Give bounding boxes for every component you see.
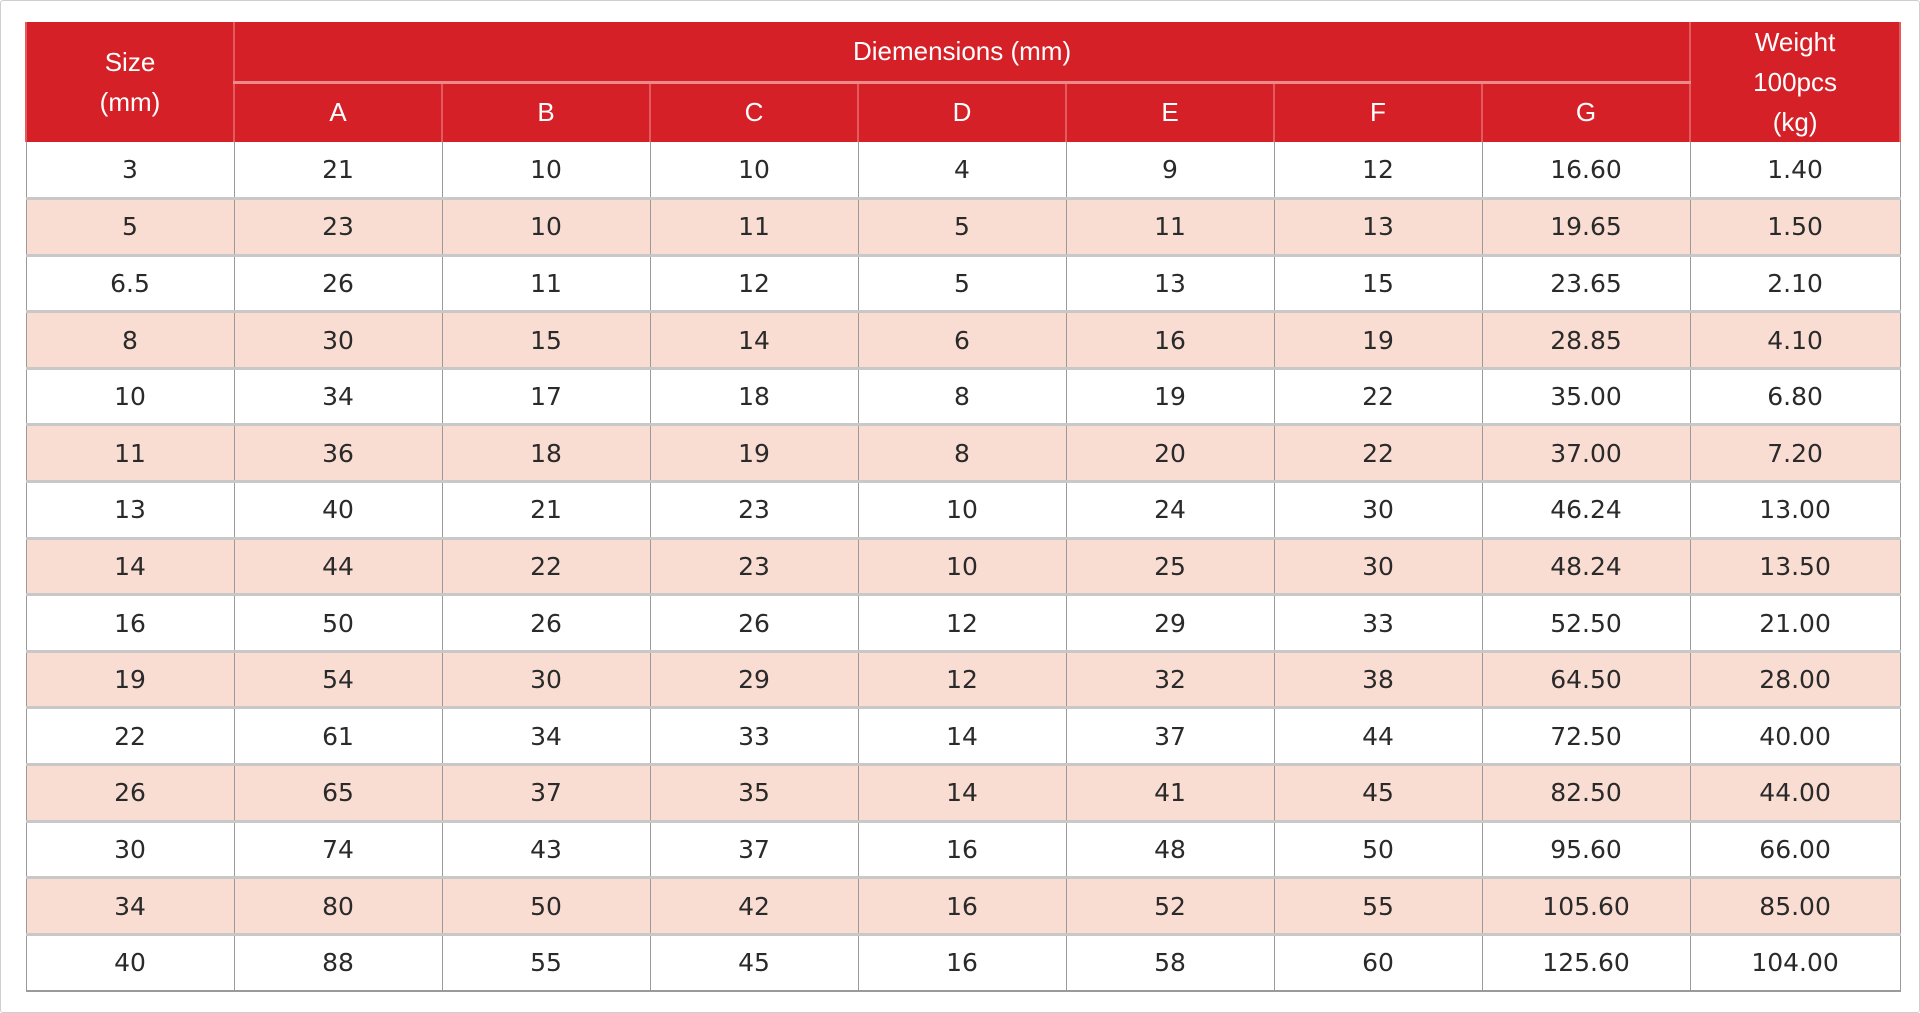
cell-g: 48.24 xyxy=(1482,538,1690,595)
cell-f: 60 xyxy=(1274,934,1482,991)
cell-a: 26 xyxy=(234,255,442,312)
header-dimensions xyxy=(234,22,1690,82)
cell-e: 37 xyxy=(1066,708,1274,765)
cell-b: 17 xyxy=(442,368,650,425)
cell-e: 29 xyxy=(1066,595,1274,652)
cell-g: 16.60 xyxy=(1482,142,1690,199)
cell-a: 65 xyxy=(234,765,442,822)
cell-size: 5 xyxy=(26,199,234,256)
cell-f: 19 xyxy=(1274,312,1482,369)
cell-g: 46.24 xyxy=(1482,482,1690,539)
cell-weight: 44.00 xyxy=(1690,765,1900,822)
cell-g: 72.50 xyxy=(1482,708,1690,765)
cell-b: 55 xyxy=(442,934,650,991)
cell-f: 38 xyxy=(1274,651,1482,708)
table-row xyxy=(26,821,1900,878)
cell-f: 22 xyxy=(1274,368,1482,425)
cell-a: 50 xyxy=(234,595,442,652)
cell-size: 22 xyxy=(26,708,234,765)
cell-c: 18 xyxy=(650,368,858,425)
cell-c: 23 xyxy=(650,538,858,595)
cell-d: 5 xyxy=(858,199,1066,256)
cell-b: 21 xyxy=(442,482,650,539)
cell-f: 30 xyxy=(1274,482,1482,539)
cell-e: 13 xyxy=(1066,255,1274,312)
header-col-b: B xyxy=(442,82,650,142)
cell-c: 12 xyxy=(650,255,858,312)
cell-weight: 2.10 xyxy=(1690,255,1900,312)
cell-c: 14 xyxy=(650,312,858,369)
cell-e: 48 xyxy=(1066,821,1274,878)
cell-c: 35 xyxy=(650,765,858,822)
cell-e: 9 xyxy=(1066,142,1274,199)
cell-d: 8 xyxy=(858,368,1066,425)
cell-b: 10 xyxy=(442,142,650,199)
cell-b: 10 xyxy=(442,199,650,256)
table-row xyxy=(26,482,1900,539)
table-row xyxy=(26,199,1900,256)
cell-c: 29 xyxy=(650,651,858,708)
header-col-e: E xyxy=(1066,82,1274,142)
cell-g: 37.00 xyxy=(1482,425,1690,482)
cell-size: 6.5 xyxy=(26,255,234,312)
table-row xyxy=(26,765,1900,822)
cell-weight: 13.00 xyxy=(1690,482,1900,539)
table-header xyxy=(26,22,1900,142)
cell-size: 19 xyxy=(26,651,234,708)
cell-g: 35.00 xyxy=(1482,368,1690,425)
table-row xyxy=(26,312,1900,369)
cell-f: 45 xyxy=(1274,765,1482,822)
cell-a: 40 xyxy=(234,482,442,539)
cell-d: 5 xyxy=(858,255,1066,312)
cell-a: 30 xyxy=(234,312,442,369)
cell-b: 15 xyxy=(442,312,650,369)
cell-weight: 7.20 xyxy=(1690,425,1900,482)
cell-size: 40 xyxy=(26,934,234,991)
cell-c: 19 xyxy=(650,425,858,482)
cell-b: 50 xyxy=(442,878,650,935)
cell-d: 16 xyxy=(858,821,1066,878)
cell-weight: 1.40 xyxy=(1690,142,1900,199)
table-row xyxy=(26,651,1900,708)
cell-a: 23 xyxy=(234,199,442,256)
cell-c: 23 xyxy=(650,482,858,539)
cell-d: 10 xyxy=(858,482,1066,539)
cell-d: 8 xyxy=(858,425,1066,482)
cell-d: 14 xyxy=(858,708,1066,765)
cell-d: 10 xyxy=(858,538,1066,595)
cell-c: 10 xyxy=(650,142,858,199)
cell-weight: 40.00 xyxy=(1690,708,1900,765)
table-row xyxy=(26,538,1900,595)
cell-g: 23.65 xyxy=(1482,255,1690,312)
cell-b: 18 xyxy=(442,425,650,482)
cell-a: 34 xyxy=(234,368,442,425)
cell-b: 11 xyxy=(442,255,650,312)
cell-a: 80 xyxy=(234,878,442,935)
table-row xyxy=(26,878,1900,935)
header-dimensions-label: Diemensions (mm) xyxy=(852,35,1072,66)
cell-b: 22 xyxy=(442,538,650,595)
cell-e: 11 xyxy=(1066,199,1274,256)
cell-g: 52.50 xyxy=(1482,595,1690,652)
cell-weight: 6.80 xyxy=(1690,368,1900,425)
header-col-c: C xyxy=(650,82,858,142)
cell-weight: 21.00 xyxy=(1690,595,1900,652)
cell-a: 54 xyxy=(234,651,442,708)
cell-d: 6 xyxy=(858,312,1066,369)
cell-a: 36 xyxy=(234,425,442,482)
header-col-f: F xyxy=(1274,82,1482,142)
cell-b: 26 xyxy=(442,595,650,652)
cell-d: 16 xyxy=(858,934,1066,991)
header-col-a: A xyxy=(234,82,442,142)
cell-e: 41 xyxy=(1066,765,1274,822)
cell-b: 43 xyxy=(442,821,650,878)
cell-size: 13 xyxy=(26,482,234,539)
cell-f: 33 xyxy=(1274,595,1482,652)
header-col-d: D xyxy=(858,82,1066,142)
cell-weight: 28.00 xyxy=(1690,651,1900,708)
cell-c: 26 xyxy=(650,595,858,652)
cell-f: 22 xyxy=(1274,425,1482,482)
cell-c: 37 xyxy=(650,821,858,878)
cell-b: 37 xyxy=(442,765,650,822)
cell-weight: 13.50 xyxy=(1690,538,1900,595)
cell-size: 11 xyxy=(26,425,234,482)
cell-f: 30 xyxy=(1274,538,1482,595)
table-row xyxy=(26,934,1900,991)
cell-f: 44 xyxy=(1274,708,1482,765)
cell-a: 88 xyxy=(234,934,442,991)
cell-g: 28.85 xyxy=(1482,312,1690,369)
cell-g: 95.60 xyxy=(1482,821,1690,878)
cell-g: 19.65 xyxy=(1482,199,1690,256)
cell-g: 64.50 xyxy=(1482,651,1690,708)
cell-weight: 4.10 xyxy=(1690,312,1900,369)
header-size-label: Size (mm) xyxy=(99,47,161,117)
table-row xyxy=(26,425,1900,482)
header-weight-label: Weight 100pcs (kg) xyxy=(1753,27,1838,137)
table-body xyxy=(26,142,1900,991)
cell-e: 24 xyxy=(1066,482,1274,539)
cell-d: 14 xyxy=(858,765,1066,822)
table-row xyxy=(26,255,1900,312)
cell-e: 19 xyxy=(1066,368,1274,425)
cell-a: 61 xyxy=(234,708,442,765)
cell-d: 12 xyxy=(858,595,1066,652)
cell-weight: 104.00 xyxy=(1690,934,1900,991)
header-weight xyxy=(1690,22,1900,142)
cell-c: 33 xyxy=(650,708,858,765)
cell-size: 10 xyxy=(26,368,234,425)
cell-size: 34 xyxy=(26,878,234,935)
cell-f: 15 xyxy=(1274,255,1482,312)
header-size xyxy=(26,22,234,142)
cell-d: 16 xyxy=(858,878,1066,935)
table-row xyxy=(26,142,1900,199)
cell-a: 74 xyxy=(234,821,442,878)
cell-weight: 85.00 xyxy=(1690,878,1900,935)
header-col-g: G xyxy=(1482,82,1690,142)
dimensions-table xyxy=(25,22,1901,992)
cell-e: 16 xyxy=(1066,312,1274,369)
cell-f: 12 xyxy=(1274,142,1482,199)
cell-size: 16 xyxy=(26,595,234,652)
cell-f: 13 xyxy=(1274,199,1482,256)
cell-f: 50 xyxy=(1274,821,1482,878)
cell-e: 58 xyxy=(1066,934,1274,991)
cell-c: 42 xyxy=(650,878,858,935)
cell-b: 34 xyxy=(442,708,650,765)
cell-size: 30 xyxy=(26,821,234,878)
cell-b: 30 xyxy=(442,651,650,708)
cell-size: 3 xyxy=(26,142,234,199)
table-row xyxy=(26,595,1900,652)
cell-f: 55 xyxy=(1274,878,1482,935)
cell-d: 12 xyxy=(858,651,1066,708)
cell-size: 26 xyxy=(26,765,234,822)
table-row xyxy=(26,368,1900,425)
cell-g: 125.60 xyxy=(1482,934,1690,991)
cell-c: 45 xyxy=(650,934,858,991)
cell-weight: 1.50 xyxy=(1690,199,1900,256)
table-row xyxy=(26,708,1900,765)
cell-g: 105.60 xyxy=(1482,878,1690,935)
cell-e: 32 xyxy=(1066,651,1274,708)
cell-weight: 66.00 xyxy=(1690,821,1900,878)
cell-e: 52 xyxy=(1066,878,1274,935)
cell-e: 25 xyxy=(1066,538,1274,595)
cell-size: 8 xyxy=(26,312,234,369)
cell-d: 4 xyxy=(858,142,1066,199)
cell-c: 11 xyxy=(650,199,858,256)
cell-g: 82.50 xyxy=(1482,765,1690,822)
cell-a: 44 xyxy=(234,538,442,595)
cell-a: 21 xyxy=(234,142,442,199)
cell-e: 20 xyxy=(1066,425,1274,482)
cell-size: 14 xyxy=(26,538,234,595)
